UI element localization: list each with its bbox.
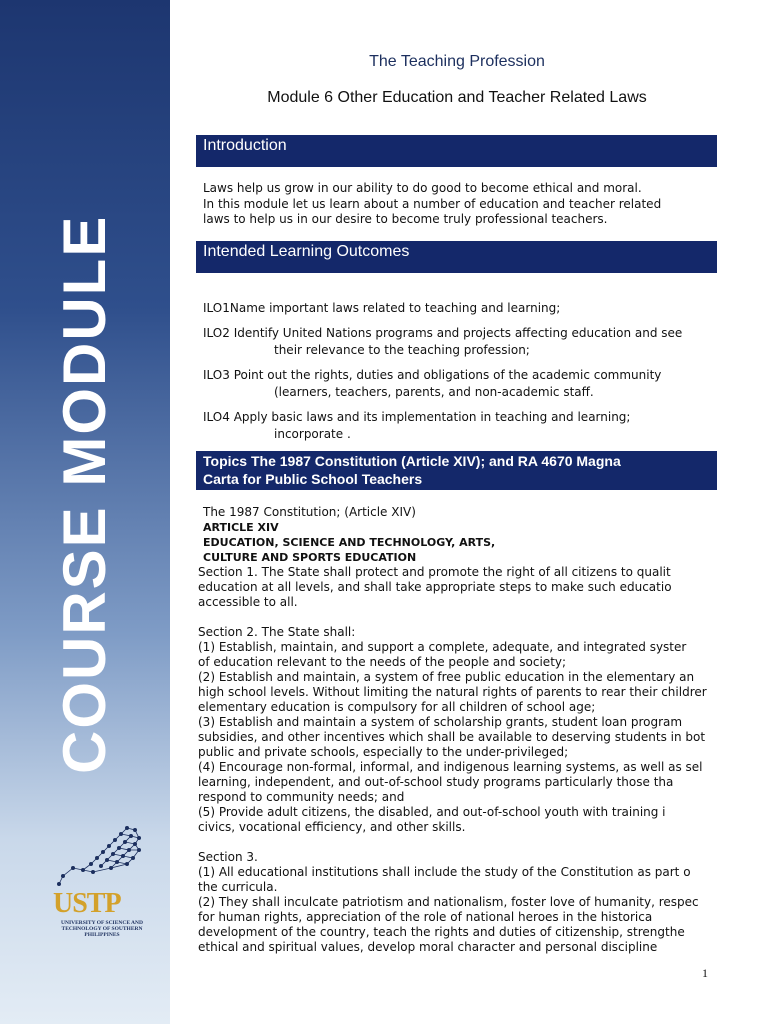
course-title: The Teaching Profession [369,53,545,70]
section-2-line: learning, independent, and out-of-school study programs particularly those tha [198,775,674,789]
intro-line: Laws help us grow in our ability to do good to become ethical and moral. [203,181,642,195]
article-number: ARTICLE XIV [203,521,279,534]
page-number: 1 [702,966,708,980]
section-2-line: (1) Establish, maintain, and support a complete, adequate, and integrated syster [198,640,687,654]
section-2-line: public and private schools, especially to the under-privileged; [198,745,569,759]
section-3-line: for human rights, appreciation of the role of national heroes in the historica [198,910,653,924]
ilo-item [203,300,711,317]
section-3-line: ethical and spiritual values, develop moral character and personal discipline [198,940,658,954]
intro-line: In this module let us learn about a number of education and teacher related [203,196,662,211]
ilo-item [203,409,711,442]
section-1-line: education at all levels, and shall take appropriate steps to make such educatio [198,580,672,594]
intro-line: laws to help us in our desire to become truly professional teachers. [203,212,608,226]
ilo-item [203,325,711,358]
constitution-text [198,505,718,955]
vertical-title-text: COURSE MODULE [51,214,118,774]
topics-heading-line: Topics The 1987 Constitution (Article XIV); and RA 4670 Magna [203,453,621,469]
article-title: CULTURE AND SPORTS EDUCATION [203,551,417,564]
section-1-line: Section 1. The State shall protect and promote the right of all citizens to qualit [198,565,671,579]
section-2-line: Section 2. The State shall: [198,625,356,639]
module-title: Module 6 Other Education and Teacher Related Laws [267,89,647,106]
ilo-item-text: ILO2 Identify United Nations programs and projects affecting education and see [203,326,683,340]
section-2-line: subsidies, and other incentives which shall be available to deserving students in bot [198,730,706,744]
ilo-item-continuation: their relevance to the teaching profession; [274,342,530,357]
section-3-line: (2) They shall inculcate patriotism and nationalism, foster love of humanity, respec [198,895,699,909]
ilo-item-text: ILO4 Apply basic laws and its implementation in teaching and learning; [203,410,631,424]
ilo-item-continuation: (learners, teachers, parents, and non-academic staff. [274,384,594,399]
ilo-item-text: ILO3 Point out the rights, duties and obligations of the academic community [203,368,662,382]
logo-wordmark: USTP [53,888,121,919]
topics-heading-line: Carta for Public School Teachers [203,471,423,487]
ilo-item [203,367,711,400]
section-3-line: Section 3. [198,850,258,864]
ilo-item-text: ILO1Name important laws related to teaching and learning; [203,301,561,315]
introduction-heading: Introduction [196,135,717,167]
article-title: EDUCATION, SCIENCE AND TECHNOLOGY, ARTS, [203,536,496,549]
section-2-line: civics, vocational efficiency, and other skills. [198,820,466,834]
section-2-line: (2) Establish and maintain, a system of free public education in the elementary an [198,670,695,684]
section-3-line: the curricula. [198,880,278,894]
ilo-item-continuation: incorporate . [274,426,351,441]
section-2-line: (4) Encourage non-formal, informal, and indigenous learning systems, as well as sel [198,760,703,774]
constellation-icon [45,820,155,890]
ilo-heading: Intended Learning Outcomes [196,241,717,273]
introduction-text [203,181,711,228]
section-2-line: elementary education is compulsory for all children of school age; [198,700,596,714]
section-3-line: development of the country, teach the rights and duties of citizenship, strengthe [198,925,685,939]
section-2-line: (3) Establish and maintain a system of scholarship grants, student loan program [198,715,683,729]
section-2-line: (5) Provide adult citizens, the disabled, and out-of-school youth with training i [198,805,666,819]
ustp-logo [45,820,155,938]
section-2-line: high school levels. Without limiting the natural rights of parents to rear their childrer [198,685,707,699]
topics-heading [196,451,717,490]
section-2-line: respond to community needs; and [198,790,405,804]
sidebar [0,0,170,1024]
section-2-line: of education relevant to the needs of the people and society; [198,655,567,669]
section-1-line: accessible to all. [198,595,298,609]
logo-subtitle: UNIVERSITY OF SCIENCE AND TECHNOLOGY OF SOUTHERN PHILIPPINES [61,920,143,938]
constitution-label: The 1987 Constitution; (Article XIV) [203,505,416,519]
section-3-line: (1) All educational institutions shall include the study of the Constitution as part o [198,865,691,879]
